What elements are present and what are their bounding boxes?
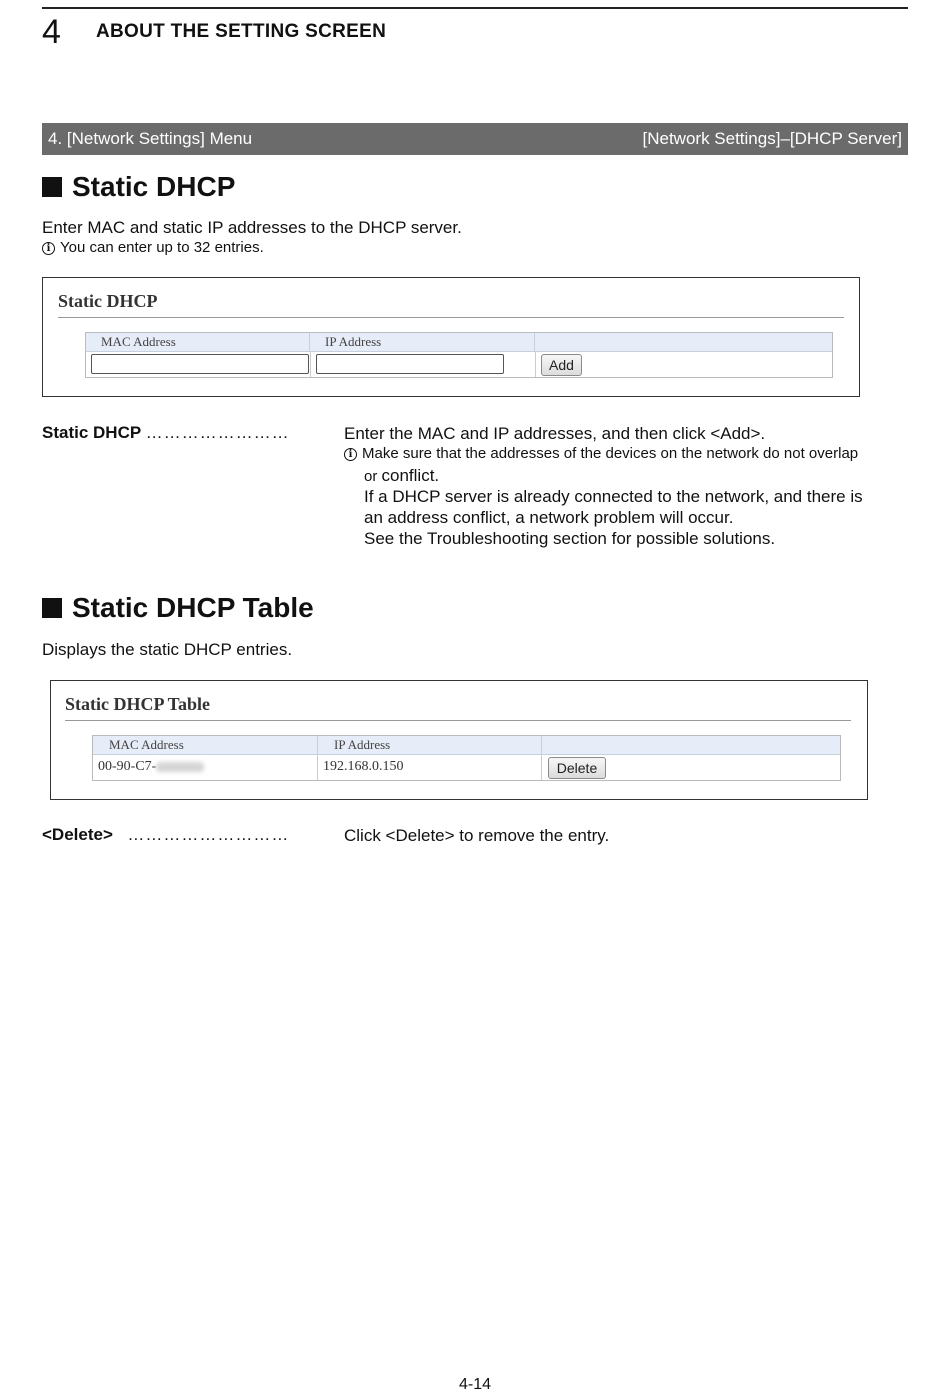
section-heading-label: Static DHCP Table [72,592,314,623]
mac-cell [93,755,318,780]
delete-term: <Delete> [42,825,113,844]
section-heading-static-dhcp [42,170,235,204]
info-icon: i [42,242,55,255]
square-bullet-icon [42,177,62,197]
panel-divider [65,720,851,721]
desc-line-4: an address conflict, a network problem will occur. [364,508,734,527]
square-bullet-icon [42,598,62,618]
column-header-mac: MAC Address [86,333,310,351]
column-header-action [542,736,840,754]
static-dhcp-desc-main: Enter the MAC and IP addresses, and then click <Add>. [344,424,766,443]
delete-button[interactable]: Delete [548,757,606,779]
static-dhcp-form-table [85,332,833,378]
static-dhcp-term-row [42,423,290,443]
ip-address-input[interactable] [316,354,504,374]
table-header [86,333,832,352]
table-header [93,736,840,755]
desc-line-5: See the Troubleshooting section for possible solutions. [364,529,776,548]
column-header-ip: IP Address [310,333,535,351]
panel-divider [58,317,844,318]
menu-bar-right: [Network Settings]–[DHCP Server] [642,129,902,148]
panel-title: Static DHCP [58,291,158,311]
desc-line-3: If a DHCP server is already connected to the network, and there is [364,487,863,506]
column-header-action [535,333,832,351]
ip-cell: 192.168.0.150 [318,755,542,780]
panel-title: Static DHCP Table [65,694,211,714]
menu-bar [42,123,908,155]
note-line-2-prefix: or [364,468,382,485]
section-heading-label: Static DHCP [72,171,236,202]
static-dhcp-term: Static DHCP [42,423,142,442]
chapter-title: ABOUT THE SETTING SCREEN [96,21,387,42]
page-number: 4-14 [458,1376,492,1393]
chapter-number: 4 [42,13,61,51]
mac-value: 00-90-C7- [98,759,157,774]
static-dhcp-desc-note [344,444,858,463]
static-dhcp-entries-table [92,735,841,781]
note-line-2-rest: conflict. [381,466,440,485]
static-dhcp-table-intro: Displays the static DHCP entries. [42,640,293,659]
redacted-mac-suffix [156,762,204,772]
info-icon: i [344,448,357,461]
static-dhcp-note [42,238,264,257]
static-dhcp-note-text: You can enter up to 32 entries. [60,239,264,256]
column-header-ip: IP Address [318,736,542,754]
note-line-2 [364,465,439,486]
leader-dots: …………………… [145,423,290,442]
delete-term-row [42,825,289,845]
mac-address-input[interactable] [91,354,309,374]
column-header-mac: MAC Address [93,736,318,754]
menu-bar-left: 4. [Network Settings] Menu [48,129,253,148]
delete-desc-main: Click <Delete> to remove the entry. [344,826,610,845]
static-dhcp-intro: Enter MAC and static IP addresses to the DHCP server. [42,218,462,237]
section-heading-static-dhcp-table [42,591,314,625]
leader-dots: ……………………… [127,825,290,844]
static-dhcp-table-panel [50,680,868,800]
static-dhcp-panel [42,277,860,397]
add-button[interactable]: Add [541,354,582,376]
note-line-1: Make sure that the addresses of the devices on the network do not overlap [362,445,859,462]
top-rule [42,7,908,9]
